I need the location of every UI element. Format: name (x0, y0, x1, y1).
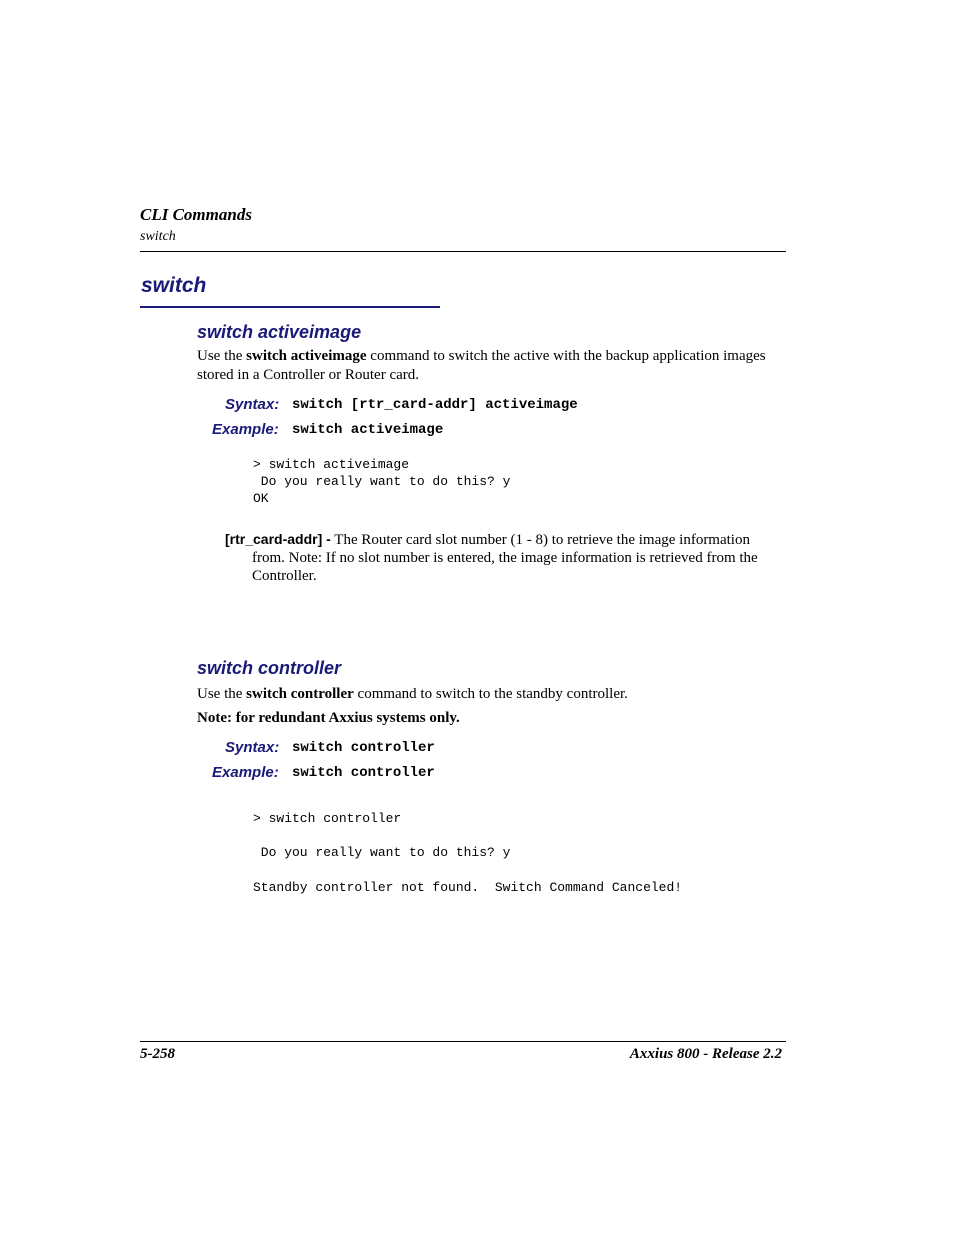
controller-heading: switch controller (197, 658, 342, 678)
activeimage-param-line2: from. Note: If no slot number is entered, the image information is retrieved from the (252, 550, 758, 566)
activeimage-code-line-3: OK (253, 491, 269, 506)
section-title: switch (141, 274, 207, 297)
activeimage-param-line1 (225, 530, 750, 550)
activeimage-param-line3: Controller. (252, 568, 317, 584)
controller-code-line-2: Do you really want to do this? y (253, 845, 511, 860)
controller-example-label: Example: (212, 764, 279, 781)
controller-syntax-value: switch controller (292, 740, 435, 756)
controller-example-value: switch controller (292, 765, 435, 781)
activeimage-code-line-2: Do you really want to do this? y (253, 474, 511, 489)
running-header-title: CLI Commands (140, 205, 252, 224)
activeimage-description (197, 347, 766, 366)
footer-rule (140, 1041, 786, 1042)
activeimage-param-key: [rtr_card-addr] - (225, 531, 331, 547)
activeimage-desc-post: command to switch the active with the backup application images (366, 348, 766, 364)
activeimage-example-label: Example: (212, 421, 279, 438)
activeimage-example-value: switch activeimage (292, 422, 444, 438)
controller-note: Note: for redundant Axxius systems only. (197, 710, 460, 726)
page-number: 5-258 (140, 1046, 175, 1062)
activeimage-syntax-value: switch [rtr_card-addr] activeimage (292, 397, 578, 413)
activeimage-param-desc: The Router card slot number (1 - 8) to retrieve the image information (330, 532, 750, 548)
section-title-rule (140, 306, 440, 308)
activeimage-heading: switch activeimage (197, 322, 362, 342)
controller-code-line-1: > switch controller (253, 811, 402, 826)
activeimage-desc-command: switch activeimage (246, 348, 367, 364)
controller-code-line-3: Standby controller not found. Switch Command Canceled! (253, 880, 683, 895)
controller-syntax-label: Syntax: (225, 739, 280, 756)
controller-desc-pre: Use the (197, 686, 247, 702)
controller-desc-post: command to switch to the standby controller. (353, 686, 628, 702)
controller-description (197, 685, 628, 704)
controller-desc-command: switch controller (246, 686, 354, 702)
product-release: Axxius 800 - Release 2.2 (629, 1046, 782, 1062)
header-rule (140, 251, 786, 252)
activeimage-code-line-1: > switch activeimage (253, 457, 410, 472)
running-header-subtitle: switch (140, 229, 176, 244)
activeimage-desc-pre: Use the (197, 348, 247, 364)
activeimage-description-line2: stored in a Controller or Router card. (197, 367, 420, 383)
activeimage-syntax-label: Syntax: (225, 396, 280, 413)
